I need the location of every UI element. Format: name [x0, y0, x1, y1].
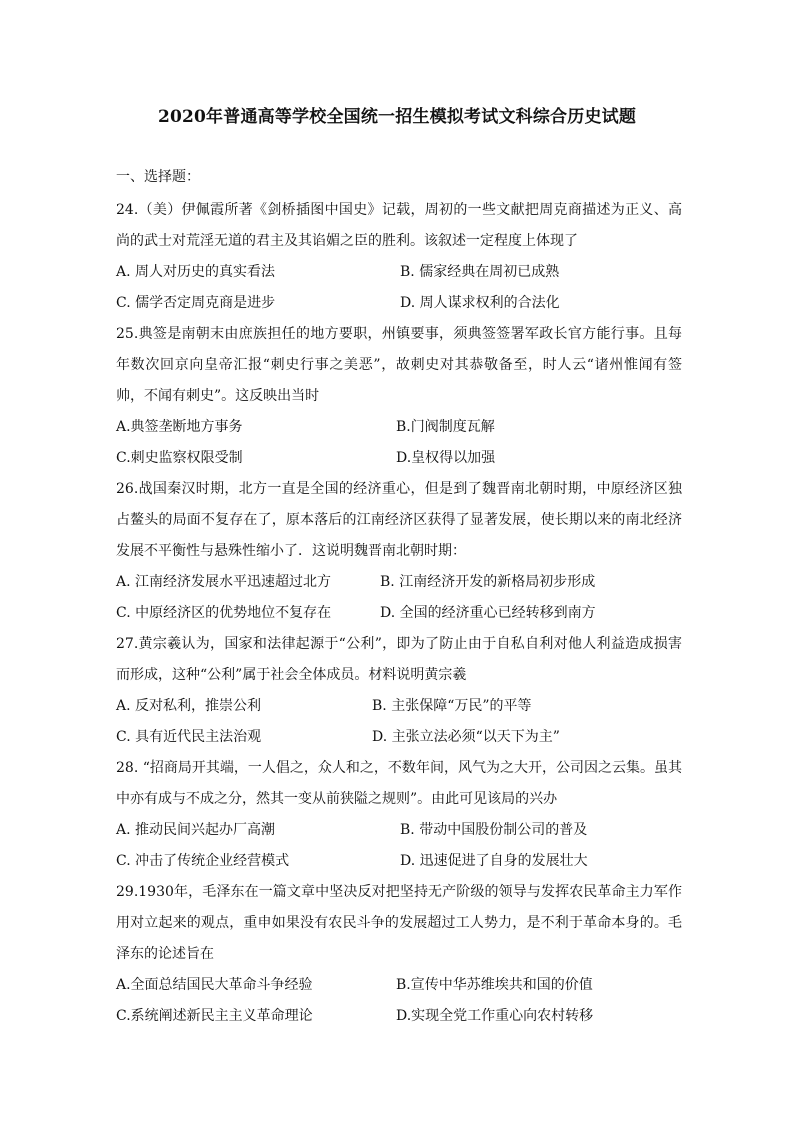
question-stem: 24.（美）伊佩霞所著《剑桥插图中国史》记载，周初的一些文献把周克商描述为正义、高尚的武士对荒淫无道的君主及其谄媚之臣的胜利。该叙述一定程度上体现了 [116, 202, 682, 249]
question-list [116, 195, 682, 1032]
option-c: C. 儒学否定周克商是进步 [116, 295, 276, 311]
question-25 [116, 319, 682, 474]
option-c: C. 冲击了传统企业经营模式 [116, 853, 290, 869]
option-c: C. 中原经济区的优势地位不复存在 [116, 605, 332, 621]
option-grid [116, 257, 682, 319]
option-c: C.系统阐述新民主主义革命理论 [116, 1008, 313, 1024]
option-b: B. 主张保障“万民”的平等 [372, 698, 532, 714]
question-29 [116, 877, 682, 1032]
option-grid [116, 412, 682, 474]
option-grid [116, 970, 682, 1032]
question-stem: 29.1930年，毛泽东在一篇文章中坚决反对把坚持无产阶级的领导与发挥农民革命主力军作用对立起来的观点，重申如果没有农民斗争的发展超过工人势力，是不利于革命本身的。毛泽东的论述旨在 [116, 884, 682, 962]
option-a: A. 推动民间兴起办厂高潮 [116, 822, 276, 838]
option-c: C.刺史监察权限受制 [116, 450, 243, 466]
question-stem: 27.黄宗羲认为，国家和法律起源于“公利”，即为了防止由于自私自利对他人利益造成损害而形成，这种“公利”属于社会全体成员。材料说明黄宗羲 [116, 636, 682, 683]
option-a: A.典签垄断地方事务 [116, 419, 243, 435]
option-d: D. 迅速促进了自身的发展壮大 [400, 853, 588, 869]
option-a: A.全面总结国民大革命斗争经验 [116, 977, 313, 993]
option-a: A. 反对私利，推崇公利 [116, 698, 262, 714]
option-b: B. 江南经济开发的新格局初步形成 [380, 574, 596, 590]
question-stem: 25.典签是南朝末由庶族担任的地方要职，州镇要事，须典签签署军政长官方能行事。且每年数次回京向皇帝汇报“刺史行事之美恶”，故刺史对其恭敬备至，时人云“诸州惟闻有签帅，不闻有刺史”。这反映出当时 [116, 326, 682, 404]
exam-title: 2020年普通高等学校全国统一招生模拟考试文科综合历史试题 [157, 107, 637, 127]
option-grid [116, 567, 682, 629]
option-b: B.宣传中华苏维埃共和国的价值 [396, 977, 593, 993]
option-grid [116, 815, 682, 877]
option-a: A. 周人对历史的真实看法 [116, 264, 276, 280]
question-24 [116, 195, 682, 319]
option-a: A. 江南经济发展水平迅速超过北方 [116, 574, 332, 590]
option-d: D.实现全党工作重心向农村转移 [396, 1008, 594, 1024]
option-b: B.门阀制度瓦解 [396, 419, 495, 435]
option-d: D. 主张立法必须“以天下为主” [372, 729, 560, 745]
question-26 [116, 474, 682, 629]
section-heading: 一、选择题： [116, 169, 200, 185]
question-27 [116, 629, 682, 753]
option-c: C. 具有近代民主法治观 [116, 729, 262, 745]
option-d: D. 周人谋求权利的合法化 [400, 295, 560, 311]
option-b: B. 儒家经典在周初已成熟 [400, 264, 560, 280]
option-b: B. 带动中国股份制公司的普及 [400, 822, 588, 838]
question-stem: 28. “招商局开其端，一人倡之，众人和之，不数年间，风气为之大开，公司因之云集。虽其中亦有成与不成之分，然其一变从前狭隘之规则”。由此可见该局的兴办 [116, 760, 682, 807]
option-grid [116, 691, 682, 753]
option-d: D. 全国的经济重心已经转移到南方 [380, 605, 596, 621]
option-d: D.皇权得以加强 [396, 450, 496, 466]
question-stem: 26.战国秦汉时期，北方一直是全国的经济重心，但是到了魏晋南北朝时期，中原经济区独占鳌头的局面不复存在了，原本落后的江南经济区获得了显著发展，使长期以来的南北经济发展不平衡性与悬殊性缩小了．这说明魏晋南北朝时期： [116, 481, 682, 559]
question-28 [116, 753, 682, 877]
